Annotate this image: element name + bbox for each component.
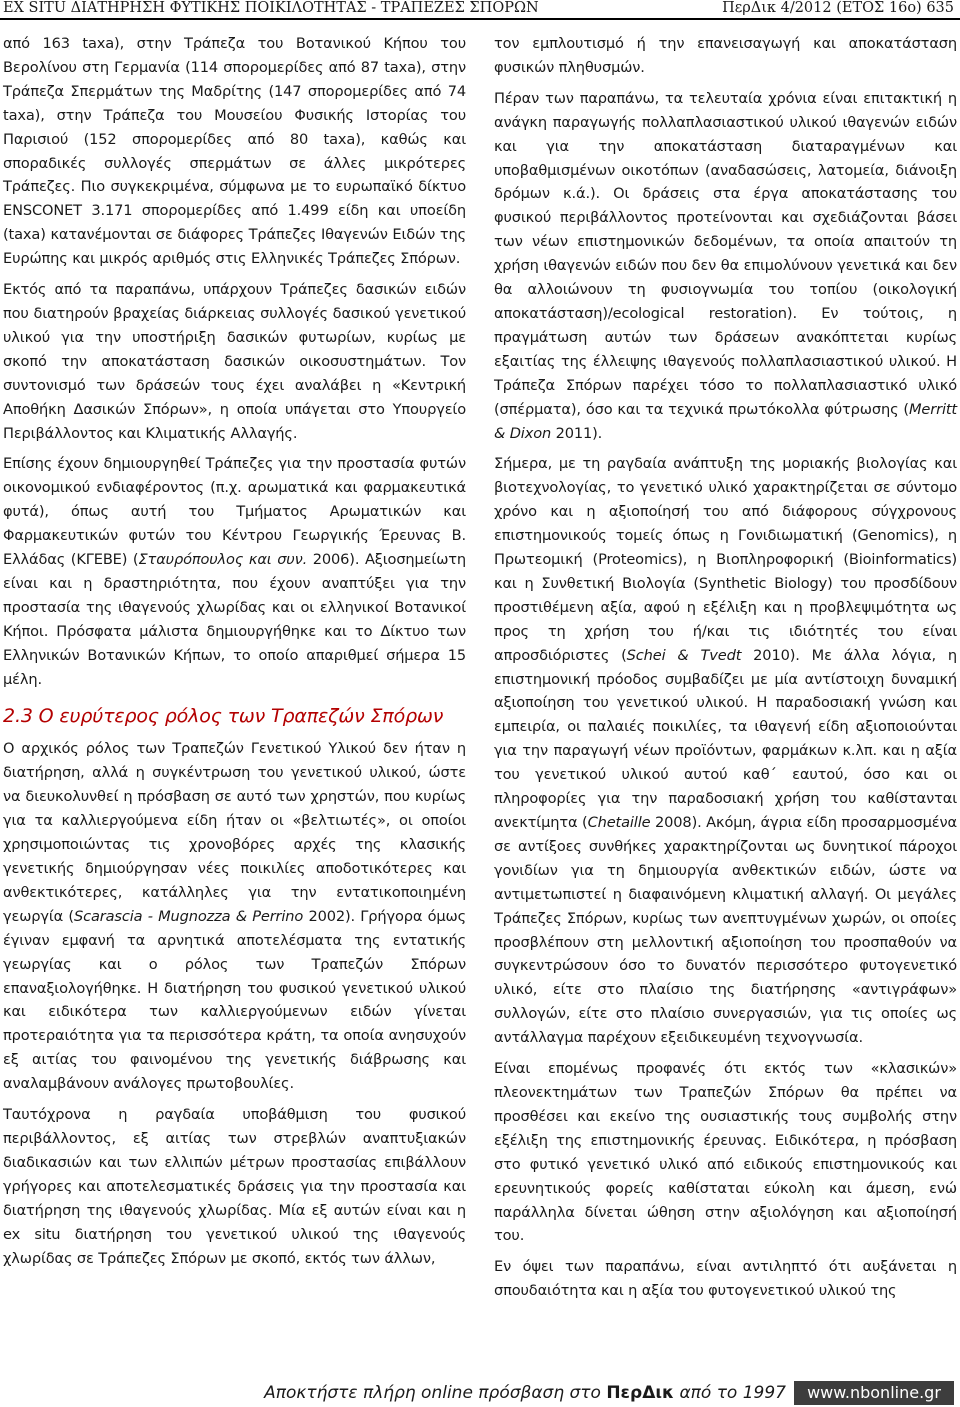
paragraph: Πέραν των παραπάνω, τα τελευταία χρόνια είναι επιτακτική η ανάγκη παραγωγής πολλαπλασιαστικού υλικού ιθαγενών ειδών και για την αποκατάσταση διαταραγμένων και υποβαθμισμένων οικοτόπων (αναδασώσεις, λατομεία, διάνοιξη δρόμων κ.ά.). Οι δράσεις στα έργα αποκατάστασης του φυσικού περιβάλλοντος προτείνονται και σχεδιάζονται βάσει των νέων επιστημονικών δεδομένων, τα οποία απαιτούν τη χρήση ιθαγενών ειδών που δεν θα επιμολύνουν γενετικά και δεν θα αλλοιώνουν τη φυσιογνωμία του τοπίου (οικολογική αποκατάσταση)/ecological restoration). Εν τούτοις, η πραγμάτωση αυτών των δράσεων ανακόπτεται κυρίως εξαιτίας της έλλειψης ιθαγενούς πολλαπλασιαστικού υλικού. Η Τράπεζα Σπόρων παρέχει τόσο το πολλαπλασιαστικό υλικό (σπέρματα), όσο και τα τεχνικά πρωτόκολλα φύτρωσης (Merritt & Dixon 2011). [494,89,957,442]
citation: Merritt & Dixon [494,400,957,442]
header-title: ΕΧ SITU ΔΙΑΤΗΡΗΣΗ ΦΥΤΙΚΗΣ ΠΟΙΚΙΛΟΤΗΤΑΣ - ΤΡΑΠΕΖΕΣ ΣΠΟΡΩΝ [3,0,539,16]
paragraph: Εκτός από τα παραπάνω, υπάρχουν Τράπεζες δασικών ειδών που διατηρούν βραχείας διάρκειας συλλογές δασικού γενετικού υλικού για την υποστήριξη δασικών φυτωρίων, κυρίως με σκοπό την αποκατάσταση δασικών οικοσυστημάτων. Τον συντονισμό των δράσεών τους έχει αναλάβει η «Κεντρική Αποθήκη Δασικών Σπόρων», η οποία υπάγεται στο Υπουργείο Περιβάλλοντος και Κλιματικής Αλλαγής. [3,281,466,442]
citation: Chetaille [587,814,651,831]
paragraph: Ταυτόχρονα η ραγδαία υποβάθμιση του φυσικού περιβάλλοντος, εξ αιτίας των στρεβλών αναπτυξιακών διαδικασιών και των ελλιπών μέτρων προστασίας επιβάλλουν γρήγορες και αποτελεσματικές δράσεις για την προστασία και διατήρηση της ιθαγενούς χλωρίδας. Μία εξ αυτών είναι και η ex situ διατήρηση του γενετικού υλικού της ιθαγενούς χλωρίδας σε Τράπεζες Σπόρων με σκοπό, εκτός των άλλων, [3,1106,466,1267]
paragraph: Ο αρχικός ρόλος των Τραπεζών Γενετικού Υλικού δεν ήταν η διατήρηση, αλλά η συγκέντρωση του γενετικού υλικού, ώστε να διευκολυνθεί η πρόσβαση σε αυτό των χρηστών, που κυρίως για τα καλλιεργούμενα είδη ήταν οι «βελτιωτές», οι οποίοι χρησιμοποιώντας τις χρονοβόρες αρχές της κλασικής γενετικής δημιούργησαν νέες ποικιλίες αποδοτικότερες και ανθεκτικότερες, κατάλληλες για την εντατικοποιημένη γεωργία (Scarascia - Mugnozza & Perrino 2002). Γρήγορα όμως έγιναν εμφανή τα αρνητικά αποτελέσματα της εντατικής γεωργίας και ο ρόλος των Τραπεζών Σπόρων επαναξιολογήθηκε. Η διατήρηση του φυσικού γενετικού υλικού και ειδικότερα των καλλιεργούμενων ειδών γίνεται προτεραιότητα για τα περισσότερα κράτη, τα οποία ανησυχούν εξ αιτίας του φαινομένου της γενετικής διάβρωσης και αναλαμβάνουν ανάλογες πρωτοβουλίες. [3,740,467,1093]
header-rule [0,18,960,20]
paragraph: Είναι επομένως προφανές ότι εκτός των «κλασικών» πλεονεκτημάτων των Τραπεζών Σπόρων θα πρέπει να προσθέσει και εκείνο της ουσιαστικής τους συμβολής στην εξέλιξη της επιστημονικής έρευνας. Ειδικότερα, η πρόσβαση στο φυτικό γενετικό υλικό από ειδικούς επιστημονικούς και ερευνητικούς φορείς καθίσταται εύκολη και άμεση, ενώ παράλληλα δίνεται ώθηση στην αξιολόγηση και αξιοποίησή του. [494,1060,957,1245]
paragraph: Σήμερα, με τη ραγδαία ανάπτυξη της μοριακής βιολογίας και βιοτεχνολογίας, το γενετικό υλικό χαρακτηρίζεται σε σύντομο χρόνο και η αξιοποίησή του από διάφορους σύγχρονους επιστημονικούς τομείς όπως η Γονιδιωματική (Genomics), η Πρωτεομική (Proteomics), η Βιοπληροφορική (Bioinformatics) και η Συνθετική Βιολογία (Synthetic Biology) του προσδίδουν προστιθέμενη αξία, αφού η εξέλιξη και η προβλεψιμότητα ως προς τη χρήση του ή/και τις ιδιότητές του είναι απροσδιόριστες (Schei & Tvedt 2010). Με άλλα λόγια, η επιστημονική πρόοδος συμβαδίζει με μία αντίστοιχη δυναμική αξιοποίηση του γενετικού υλικού. Η παραδοσιακή γνώση και εμπειρία, οι παλαιές ποικιλίες, τα ιθαγενή είδη αξιοποιούνται για την παραγωγή νέων προϊόντων, φαρμάκων κ.λπ. και η αξία του γενετικού υλικού αυτού καθ΄ εαυτού, όσο και οι πληροφορίες για την παραδοσιακή χρήση του καθίστανται ανεκτίμητα (Chetaille 2008). Ακόμη, άγρια είδη προσαρμοσμένα σε αντίξοες συνθήκες χαρακτηρίζονται ως δυνητικοί πάροχοι γονιδίων για τη δημιουργία ανθεκτικών ειδών, ώστε να αντιμετωπιστεί η διαφαινόμενη κλιματική αλλαγή. Οι μεγάλες Τράπεζες Σπόρων, κυρίως των ανεπτυγμένων χωρών, οι οποίες προσβλέπουν στη μελλοντική αξιοποίηση του προσπαθούν να συγκεντρώσουν όσο το δυνατόν περισσότερο φυτογενετικό υλικό, είτε στο πλαίσιο της διατήρησης «αντιγράφων» συλλογών, είτε στο πλαίσιο συνεργασιών, για τις οποίες ως αντάλλαγμα παρέχουν εξειδικευμένη τεχνογνωσία. [494,455,958,1047]
right-column [494,32,957,1303]
footer [0,1381,960,1405]
citation: Scarascia - Mugnozza & Perrino [73,907,304,925]
paragraph: Επίσης έχουν δημιουργηθεί Τράπεζες για την προστασία φυτών οικονομικού ενδιαφέροντος (π.χ. αρωματικά και φαρμακευτικά φυτά), όπως αυτή του Τμήματος Αρωματικών και Φαρμακευτικών φυτών του Κέντρου Γεωργικής Έρευνας Β. Ελλάδας (ΚΓΕΒΕ) (Σταυρόπουλος και συν. 2006). Αξιοσημείωτη είναι και η δραστηριότητα, που έχουν αναπτύξει για την προστασία της ιθαγενούς χλωρίδας και οι ελληνικοί Βοτανικοί Κήποι. Πρόσφατα μάλιστα δημιουργήθηκε και το Δίκτυο των Ελληνικών Βοτανικών Κήπων, το οποίο απαριθμεί σήμερα 15 μέλη. [3,455,467,688]
section-heading: 2.3 Ο ευρύτερος ρόλος των Τραπεζών Σπόρων [3,705,444,728]
citation: Schei & Tvedt [626,646,742,664]
left-column [3,32,466,1270]
running-header [0,0,960,22]
paragraph: από 163 taxa), στην Τράπεζα του Βοτανικού Κήπου του Βερολίνου στη Γερμανία (114 σπορομερίδες από 87 taxa), στην Τράπεζα Σπερμάτων της Μαδρίτης (147 σπορομερίδες από 74 taxa), στην Τράπεζα του Μουσείου Φυσικής Ιστορίας του Παρισιού (152 σπορομερίδες από 80 taxa), καθώς και σποραδικές συλλογές σπερμάτων σε άλλες μικρότερες Τράπεζες. Πιο συγκεκριμένα, σύμφωνα με το ευρωπαϊκό δίκτυο ENSCONET 3.171 σπορομερίδες από 1.499 είδη και υποείδη (taxa) κατανέμονται σε διάφορες Τράπεζες Ιθαγενών Ειδών της Ευρώπης και μικρός αριθμός στις Ελληνικές Τράπεζες Σπόρων. [3,35,466,268]
header-issue-page: ΠερΔικ 4/2012 (ΕΤΟΣ 16ο) 635 [722,0,954,16]
footer-website-link[interactable]: www.nbonline.gr [794,1381,954,1405]
citation: Σταυρόπουλος και συν. [138,551,308,569]
paragraph: τον εμπλουτισμό ή την επανεισαγωγή και αποκατάσταση φυσικών πληθυσμών. [494,35,957,76]
footer-brand: ΠερΔικ [606,1383,675,1403]
footer-promo-text: Αποκτήστε πλήρη online πρόσβαση στο ΠερΔικ από το 1997 [264,1383,786,1403]
paragraph: Εν όψει των παραπάνω, είναι αντιληπτό ότι αυξάνεται η σπουδαιότητα και η αξία του φυτογενετικού υλικού της [494,1258,957,1300]
